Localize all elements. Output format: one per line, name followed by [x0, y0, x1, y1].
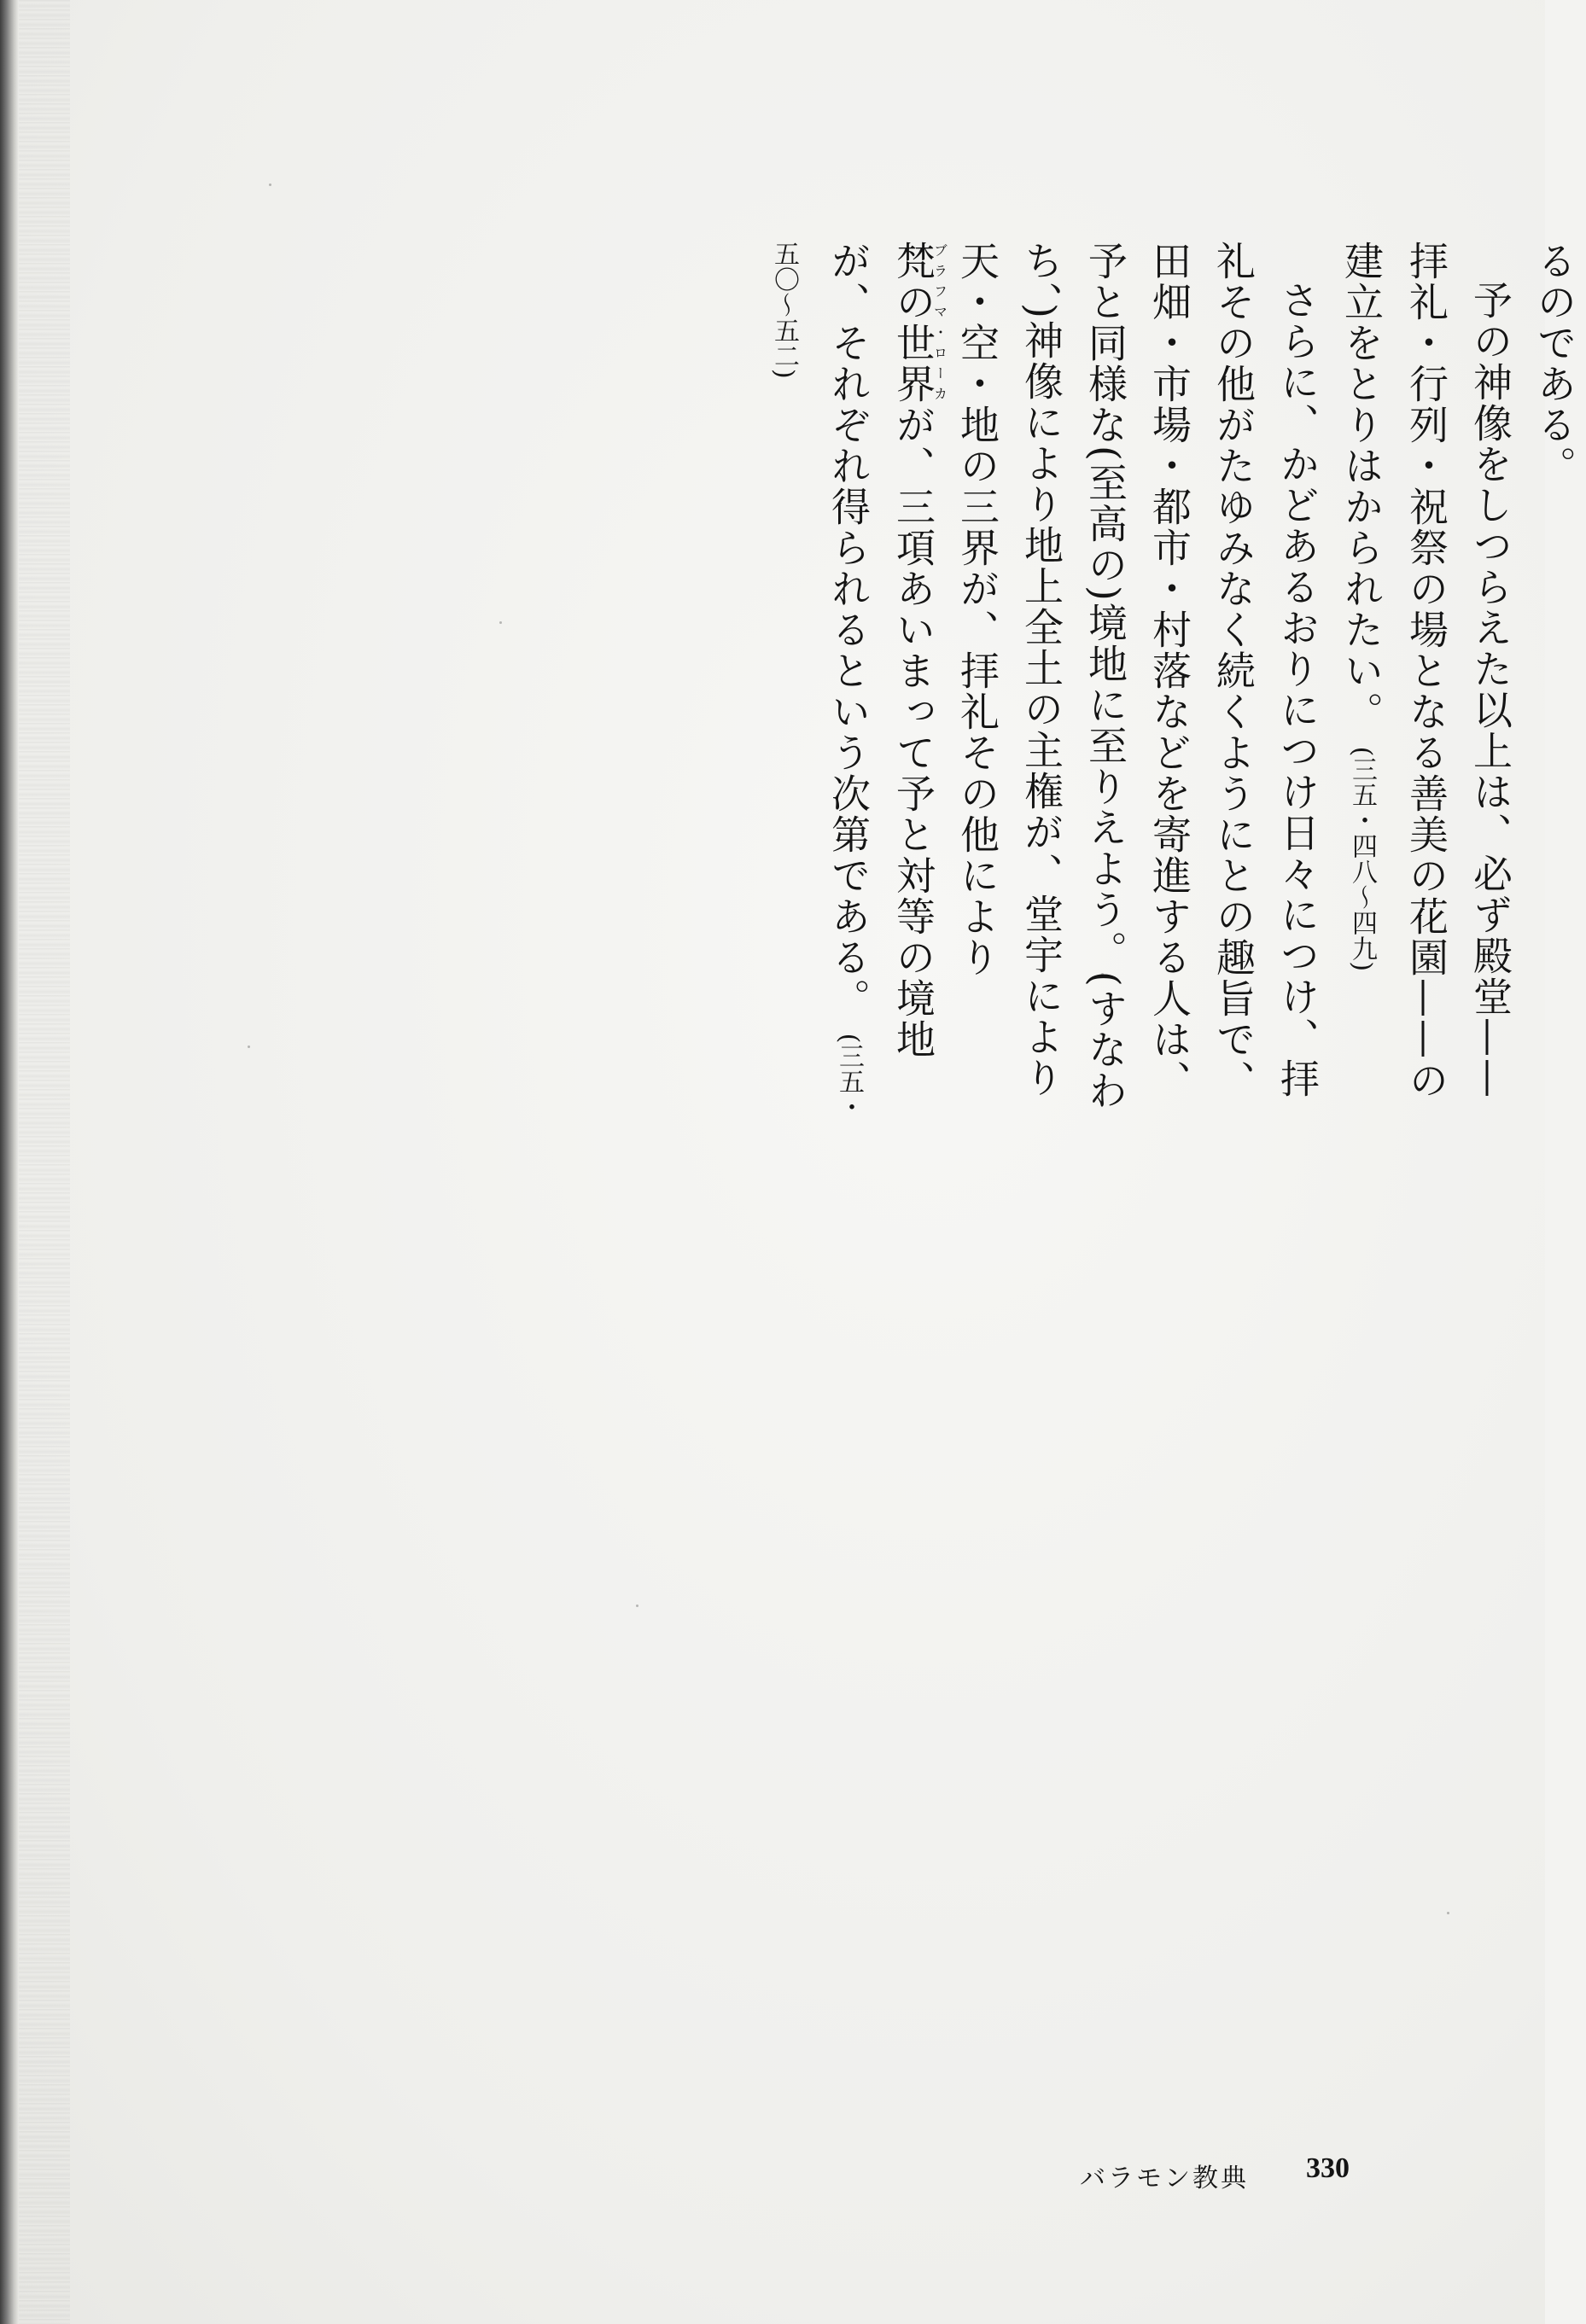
page-binding-shadow: [0, 0, 19, 2324]
scan-dot: [636, 1605, 638, 1607]
text-line-1: るのである。: [1531, 241, 1577, 486]
scan-dot: [248, 1046, 250, 1048]
brahma-loka-ruby: 梵の世界ブラフマ・ローカ: [890, 241, 948, 405]
scan-dot: [1101, 973, 1104, 976]
scan-dot: [499, 621, 502, 624]
reference-2: (三五・五〇〜五二): [769, 241, 864, 1121]
paragraph-2: [751, 241, 1329, 1137]
paragraph-1-text: 予の神像をしつらえた以上は、必ず殿堂——拝礼・行列・祝祭の場となる善美の花園——の建立をとりはかられたい。: [1338, 241, 1513, 1101]
paragraph-2-text: さらに、かどあるおりにつけ日々につけ、拝礼その他がたゆみなく続くようにとの趣旨で、田畑・市場・都市・村落などを寄進する人は、予と同様な(至高の)境地に至りえよう。(すなわち、)神像により地上全土の主権が、堂宇により天・空・地の三界が、拝礼その他により梵の世界ブラフマ・ローカが、三項あいまって予と対等の境地が、それぞれ得られるという次第である。: [825, 241, 1321, 1111]
page-number: 330: [1306, 2152, 1350, 2184]
main-text-vertical: [751, 241, 1586, 1137]
scan-dot: [1447, 1912, 1449, 1914]
running-footer-title: バラモン教典: [1080, 2164, 1249, 2193]
scan-noise: [19, 0, 70, 2324]
ruby-reading: ブラフマ・ローカ: [931, 241, 948, 405]
scan-dot: [269, 183, 271, 186]
reference-1: (三五・四八〜四九): [1347, 746, 1377, 972]
paragraph-1: [1329, 241, 1522, 1137]
